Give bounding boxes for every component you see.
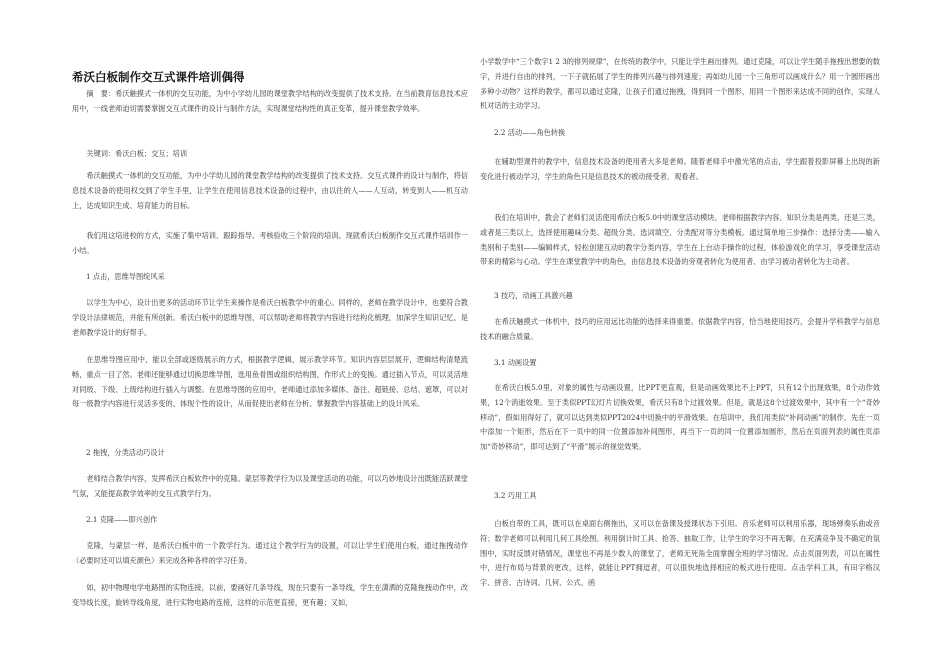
body-paragraph: 白板自带的工具，既可以在桌面右侧拖出，又可以在备课及授课状态下引用。音乐老师可以利用乐器，现场弹奏乐曲或音符；数学老师可以利用几何工具绘图。利用倒计时工具、抢答、抽取工作，让学生的学习不再无聊，在充满竞争及不确定的氛围中，实时反馈对错情况，课堂也不再是少数人的课堂了，老师无死角全面掌握全班的学习情况。点击页面列表，可以在属性中，进行布局与背景的更改，这样，就能让PPT拥逗者，可以很快地选择相应的板式进行使用。点击学科工具，有田字格汉字、拼音、古诗词、几何、公式、函 (480, 519, 880, 588)
abstract-paragraph: 摘 要：希沃触摸式一体机的交互功能，为中小学幼儿园的课堂教学结构的改变提供了技术支持。在当前教育信息技术应用中，一线老师迫切需要掌握交互式课件的设计与制作方法，实现课堂结构性的真正变革，提升课堂教学效率。 (72, 89, 468, 113)
body-paragraph: 如，初中物理电学电路图的实物连接，以前，要画好几条导线，现在只要有一条导线，学生在潇洒的克隆拖拽动作中，改变导线长度，旋转导线角度，进行实物电路的连接，这样的示范更直接，更有趣；又如， (72, 583, 468, 607)
section-heading: 1 点击，思维导图绽风采 (86, 272, 165, 281)
body-paragraph: 克隆，与蒙层一样，是希沃白板中的一个教学行为。通过这个教学行为的设置，可以让学生们使用白板，通过拖拽动作（必要时还可以填充颜色）来完成各种各样的学习任务。 (72, 541, 468, 565)
body-paragraph: 我们在培训中，教会了老师们灵活使用希沃白板5.0中的课堂活动模块。老师根据教学内容、知识分类是两类、还是三类，或者是三类以上，选择使用趣味分类、超级分类、选词填空、分类配对等分类模板。通过简单地三步操作：选择分类——输入类别和子类别——编辑样式，轻松创建互动的教学分类内容，学生在上台动手操作的过程，体验游戏化的学习，享受课堂活动带来的精彩与心动。学生在课堂教学中的角色，由信息技术设备的旁观者转化为使用者、由学习被动者转化为主动者。 (480, 213, 880, 267)
section-heading: 3.2 巧用工具 (494, 491, 537, 500)
article-title: 希沃白板制作交互式课件培训偶得 (72, 70, 245, 84)
body-paragraph: 在辅助型课件的教学中，信息技术设备的使用者大多是老师。随着老师手中激光笔的点击，学生跟着投影屏幕上出现的新变化进行被动学习，学生的角色只是信息技术的被动接受者、观看者。 (480, 157, 880, 181)
body-paragraph: 在希沃白板5.0里，对象的属性与动画设置，比PPT更直观，但是动画效果比不上PPT，只有12个出现效果，8个动作效果，12个消逝效果。至于类似PPT幻灯片切换效果，希沃只有8个过渡效果。但是，就是这8个过渡效果中，其中有一个“奇妙移动”，假如用得好了，就可以达到类似PPT2024中切换中的平滑效果。在培训中，我们用类似“补间动画”的制作，先在一页中添加一个矩形，然后在下一页中的同一位置添加补间图形，再当下一页的同一位置添加圆形，然后在页面列表的属性页添加“奇妙移动”，即可达到了“平滑”展示的视觉效果。 (480, 383, 880, 452)
body-paragraph: 我们用这培进校的方式，实施了集中培训、跟踪指导、考核验收三个阶段的培训。现就希沃白板制作交互式课件培训作一小结。 (72, 231, 468, 255)
keywords-paragraph: 关键词：希沃白板；交互；培训 (86, 149, 188, 158)
body-paragraph: 老师结合教学内容，发挥希沃白板软件中的克隆、蒙层等教学行为以及课堂活动的功能，可以巧妙地设计出既能活跃课堂气氛，又能提高教学效率的交互式教学行为。 (72, 474, 468, 498)
body-paragraph: 以学生为中心，设计出更多的活动环节让学生来操作是希沃白板教学中的重心。同样的，老师在教学设计中，也要符合教学设计法律规范，并能有所创新。希沃白板中的思维导图，可以帮助老师将教学内容进行结构化梳理，加深学生知识记忆，是老师教学设计的好帮手。 (72, 298, 468, 337)
body-paragraph: 在希沃触摸式一体机中，技巧的应用远比功能的选择来得重要。依据教学内容，恰当地使用技巧，会提升学科教学与信息技术的融合质量。 (480, 317, 880, 341)
section-heading: 2.1 克隆——即兴创作 (86, 515, 158, 524)
section-heading: 3.1 动画设置 (494, 358, 537, 367)
body-paragraph: 希沃触摸式一体机的交互功能，为中小学幼儿园的课堂教学结构的改变提供了技术支持。交互式课件的设计与制作，将信息技术设备的使用权交到了学生手里，让学生在使用信息技术设备的过程中，由以往的人——人互动，转变到人——机互动上，达成知识生成、培育能力的目标。 (72, 171, 468, 210)
section-heading: 3 技巧，动画工具激兴趣 (494, 291, 573, 300)
section-heading: 2.2 活动——角色转换 (494, 128, 566, 137)
body-paragraph: 在思维导图应用中，能以全部或逐级展示的方式，根据教学逻辑，展示教学环节。知识内容层层展开，逻辑结构清楚流畅，重点一目了然。老师还能够通过切换思维导图，选用鱼骨图或组织结构图，作形式上的变换。通过插入节点，可以灵活地对同级、下级、上级结构进行插入与调整。在思维导图的应用中，老师通过添加多媒体、备注、超链接、总结、遮罩，可以对每一级教学内容进行灵活多变的、体现个性的设计，从而促使出老师在分析、掌握教学内容基础上的设计风采。 (72, 355, 468, 409)
section-heading: 2 拖拽，分类活动巧设计 (86, 448, 165, 457)
body-paragraph: 小学数学中“三个数字1 2 3的排列规律”，在传统的教学中，只能让学生画出排列。通过克隆，可以让学生随手拖拽出想要的数字，并进行自由的排列，一下子就拓展了学生的排列兴趣与排列速度；再如幼儿园一个三角形可以画成什么？用一个圆形画出多种小动物？这样的教学，都可以通过克隆，让孩子们通过拖拽，得到同一个图形，用同一个图形来达成不同的创作，实现人机对话的主动学习。 (480, 57, 880, 111)
